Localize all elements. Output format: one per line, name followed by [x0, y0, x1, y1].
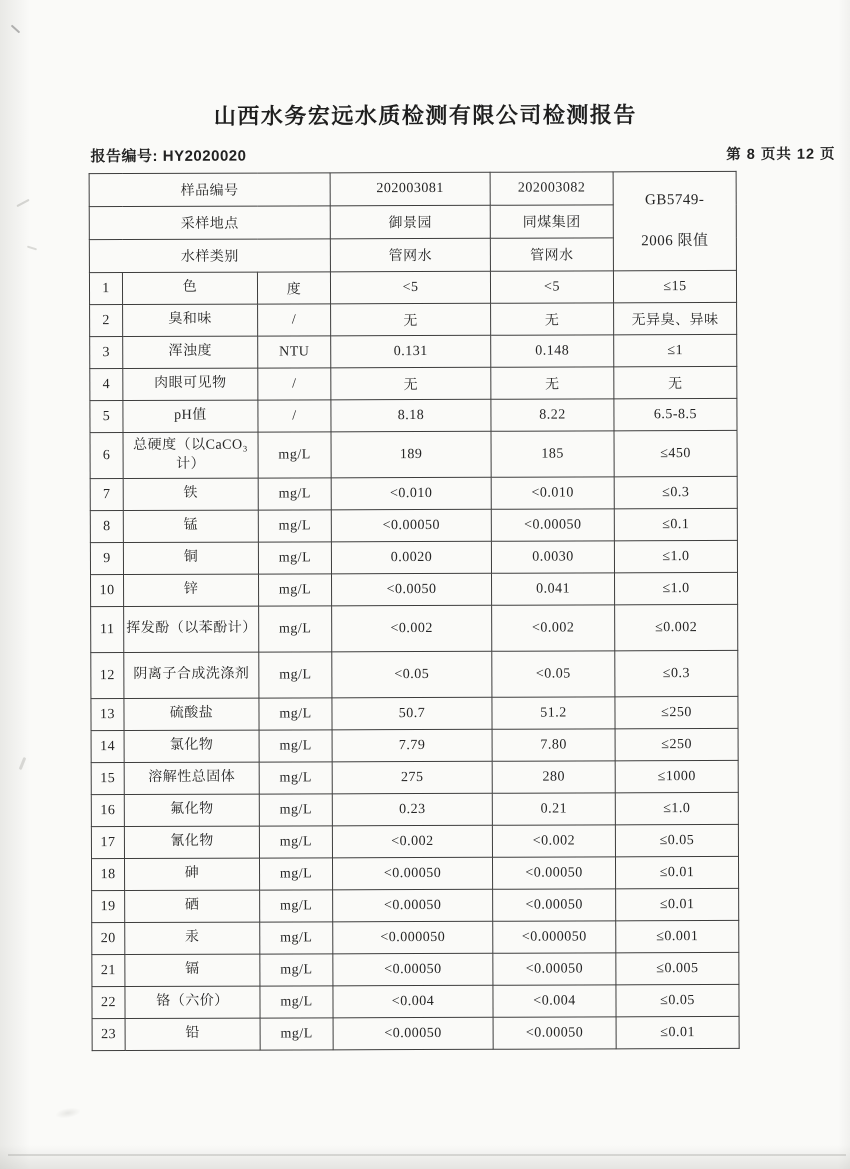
sample2-value: <0.00050: [492, 857, 615, 889]
results-body: [89, 270, 739, 1050]
sample2-value: 0.148: [491, 335, 614, 367]
sample1-value: 275: [332, 761, 492, 794]
parameter-name: 铁: [123, 478, 258, 510]
report-number-value: HY2020020: [162, 147, 247, 165]
sample1-value: 8.18: [331, 399, 491, 432]
row-number: 13: [91, 699, 124, 731]
sample2-value: 8.22: [491, 399, 614, 431]
sample1-value: <0.0050: [332, 573, 492, 606]
parameter-unit: /: [258, 400, 331, 432]
sample2-value: 无: [491, 303, 614, 335]
parameter-name: 铅: [125, 1018, 260, 1050]
sample2-value: 7.80: [492, 729, 615, 761]
sample1-value: <0.05: [332, 651, 492, 698]
table-row: [90, 476, 737, 510]
table-row: [92, 1016, 739, 1050]
parameter-unit: mg/L: [258, 510, 331, 542]
parameter-unit: mg/L: [260, 1018, 333, 1050]
sample2-no: 202003082: [490, 172, 613, 205]
parameter-unit: mg/L: [260, 922, 333, 954]
sample1-value: 无: [331, 367, 491, 400]
parameter-name: 肉眼可见物: [123, 368, 258, 400]
parameter-unit: mg/L: [259, 574, 332, 606]
row-number: 8: [90, 511, 123, 543]
sample1-value: <0.00050: [332, 857, 492, 890]
parameter-unit: mg/L: [259, 652, 332, 698]
table-row: [91, 792, 738, 826]
sample2-value: <0.00050: [493, 1017, 616, 1049]
parameter-unit: /: [258, 368, 331, 400]
sample1-value: 7.79: [332, 729, 492, 762]
parameter-name: 硫酸盐: [124, 698, 259, 730]
row-number: 2: [90, 305, 123, 337]
location-label: 采样地点: [89, 206, 330, 240]
parameter-name: 铜: [123, 542, 258, 574]
sample2-location: 同煤集团: [490, 205, 613, 238]
limit-value: ≤0.05: [615, 824, 738, 856]
table-row: [90, 302, 737, 336]
sample2-value: <0.00050: [493, 889, 616, 921]
parameter-name: pH值: [123, 400, 258, 432]
sample1-value: 0.131: [331, 335, 491, 368]
limit-value: ≤0.002: [615, 604, 738, 650]
parameter-name: 色: [122, 272, 257, 304]
row-number: 20: [92, 923, 125, 955]
limit-value: ≤1.0: [615, 792, 738, 824]
sample1-value: 0.0020: [331, 541, 491, 574]
parameter-name: 锰: [123, 510, 258, 542]
row-number: 22: [92, 987, 125, 1019]
sample2-value: <0.010: [491, 477, 614, 509]
table-row: [89, 270, 736, 304]
row-number: 11: [91, 607, 124, 653]
table-row: [92, 984, 739, 1018]
limit-value: ≤0.01: [616, 888, 739, 920]
parameter-unit: mg/L: [258, 542, 331, 574]
row-number: 23: [92, 1019, 125, 1051]
table-row: [91, 824, 738, 858]
parameter-unit: mg/L: [259, 858, 332, 890]
row-number: 7: [90, 479, 123, 511]
parameter-name: 氰化物: [124, 826, 259, 858]
sample2-value: <0.000050: [493, 921, 616, 953]
sample1-value: 0.23: [332, 793, 492, 826]
sample2-value: 51.2: [492, 697, 615, 729]
limit-value: 6.5-8.5: [614, 398, 737, 430]
sample2-value: <0.00050: [493, 953, 616, 985]
sample2-value: 0.0030: [491, 541, 614, 573]
row-number: 10: [91, 575, 124, 607]
sample2-value: <0.002: [492, 825, 615, 857]
parameter-unit: mg/L: [259, 794, 332, 826]
limit-value: ≤0.001: [616, 920, 739, 952]
row-number: 6: [90, 433, 123, 479]
sample1-value: 无: [331, 303, 491, 336]
parameter-unit: /: [258, 304, 331, 336]
sample2-value: 185: [491, 431, 614, 477]
parameter-unit: mg/L: [259, 826, 332, 858]
sample1-value: <0.00050: [333, 889, 493, 922]
limit-value: ≤1000: [615, 760, 738, 792]
sample1-value: 189: [331, 431, 491, 478]
parameter-name: 溶解性总固体: [124, 762, 259, 794]
parameter-name: 氟化物: [124, 794, 259, 826]
row-number: 18: [91, 859, 124, 891]
sample1-value: 50.7: [332, 697, 492, 730]
sample1-type: 管网水: [330, 238, 490, 272]
parameter-unit: mg/L: [260, 986, 333, 1018]
sample1-no: 202003081: [330, 172, 490, 206]
sample2-value: 无: [491, 367, 614, 399]
limit-value: ≤0.1: [614, 508, 737, 540]
parameter-name: 臭和味: [123, 304, 258, 336]
row-number: 19: [92, 891, 125, 923]
table-row: [91, 696, 738, 730]
limit-value: ≤0.05: [616, 984, 739, 1016]
limit-value: ≤0.3: [615, 650, 738, 696]
gb-limit-header: [613, 171, 736, 270]
limit-value: ≤0.01: [616, 1016, 739, 1048]
gb-limit-line1: GB5749-: [645, 192, 705, 209]
sample1-location: 御景园: [330, 205, 490, 239]
table-row: [92, 920, 739, 954]
gb-limit-line2: 2006 限值: [641, 232, 709, 249]
table-row: [90, 508, 737, 542]
sample1-value: <5: [330, 271, 490, 304]
sample2-value: <0.05: [492, 651, 615, 697]
sample1-value: <0.002: [332, 825, 492, 858]
table-row: [90, 366, 737, 400]
table-row: [91, 856, 738, 890]
table-row: [92, 952, 739, 986]
row-number: 4: [90, 369, 123, 401]
sample1-value: <0.00050: [331, 509, 491, 542]
sample2-value: 280: [492, 761, 615, 793]
row-number: 5: [90, 401, 123, 433]
parameter-name: 铬（六价）: [125, 986, 260, 1018]
sample-no-row: [89, 171, 736, 206]
table-row: [91, 760, 738, 794]
limit-value: ≤15: [613, 270, 736, 302]
table-row: [90, 334, 737, 368]
table-row: [90, 398, 737, 432]
row-number: 16: [91, 795, 124, 827]
row-number: 1: [89, 273, 122, 305]
parameter-unit: mg/L: [259, 730, 332, 762]
sample1-value: <0.002: [332, 605, 492, 652]
row-number: 12: [91, 653, 124, 699]
row-number: 9: [90, 543, 123, 575]
parameter-name: 阴离子合成洗涤剂: [124, 652, 259, 698]
row-number: 3: [90, 337, 123, 369]
parameter-unit: mg/L: [259, 698, 332, 730]
limit-value: 无: [614, 366, 737, 398]
parameter-name: 锌: [124, 574, 259, 606]
parameter-unit: mg/L: [259, 762, 332, 794]
row-number: 14: [91, 731, 124, 763]
sample2-value: 0.21: [492, 793, 615, 825]
parameter-unit: mg/L: [259, 606, 332, 652]
sample1-value: <0.00050: [333, 1017, 493, 1050]
table-row: [90, 430, 737, 478]
sample2-value: <0.00050: [491, 509, 614, 541]
parameter-unit: mg/L: [258, 432, 331, 478]
sample2-type: 管网水: [490, 238, 613, 271]
results-table: [89, 171, 740, 1051]
table-row: [90, 540, 737, 574]
table-row: [91, 728, 738, 762]
table-row: [91, 604, 738, 652]
limit-value: ≤1.0: [615, 572, 738, 604]
parameter-unit: mg/L: [260, 890, 333, 922]
sample1-value: <0.010: [331, 477, 491, 510]
parameter-name: 镉: [125, 954, 260, 986]
parameter-name: 汞: [125, 922, 260, 954]
parameter-unit: NTU: [258, 336, 331, 368]
header-rows: [89, 171, 736, 272]
sample2-value: <0.004: [493, 985, 616, 1017]
water-type-label: 水样类别: [89, 239, 330, 273]
parameter-name: 浑浊度: [123, 336, 258, 368]
limit-value: ≤0.01: [615, 856, 738, 888]
table-row: [91, 650, 738, 698]
parameter-name: 氯化物: [124, 730, 259, 762]
parameter-unit: mg/L: [260, 954, 333, 986]
parameter-name: 挥发酚（以苯酚计）: [124, 606, 259, 652]
sample1-value: <0.000050: [333, 921, 493, 954]
parameter-name: 砷: [124, 858, 259, 890]
table-row: [92, 888, 739, 922]
limit-value: ≤0.3: [614, 476, 737, 508]
limit-value: ≤250: [615, 728, 738, 760]
row-number: 17: [91, 827, 124, 859]
sample1-value: <0.00050: [333, 953, 493, 986]
limit-value: ≤450: [614, 430, 737, 476]
row-number: 15: [91, 763, 124, 795]
parameter-name: 硒: [125, 890, 260, 922]
report-number: [91, 145, 247, 167]
report-meta-row: [91, 143, 836, 167]
limit-value: ≤250: [615, 696, 738, 728]
report-number-label: 报告编号:: [90, 147, 159, 166]
limit-value: 无异臭、异味: [614, 302, 737, 334]
sample2-value: <5: [490, 271, 613, 303]
limit-value: ≤1.0: [614, 540, 737, 572]
limit-value: ≤1: [614, 334, 737, 366]
sample-no-label: 样品编号: [89, 173, 330, 207]
sample1-value: <0.004: [333, 985, 493, 1018]
sample2-value: 0.041: [492, 573, 615, 605]
table-row: [91, 572, 738, 606]
page-title: 山西水务宏远水质检测有限公司检测报告: [213, 102, 637, 129]
limit-value: ≤0.005: [616, 952, 739, 984]
parameter-unit: 度: [257, 272, 330, 304]
parameter-name: 总硬度（以CaCO₃计）: [123, 432, 258, 478]
sample2-value: <0.002: [492, 605, 615, 651]
page-indicator: 第 8 页共 12 页: [726, 146, 836, 163]
parameter-unit: mg/L: [258, 478, 331, 510]
row-number: 21: [92, 955, 125, 987]
